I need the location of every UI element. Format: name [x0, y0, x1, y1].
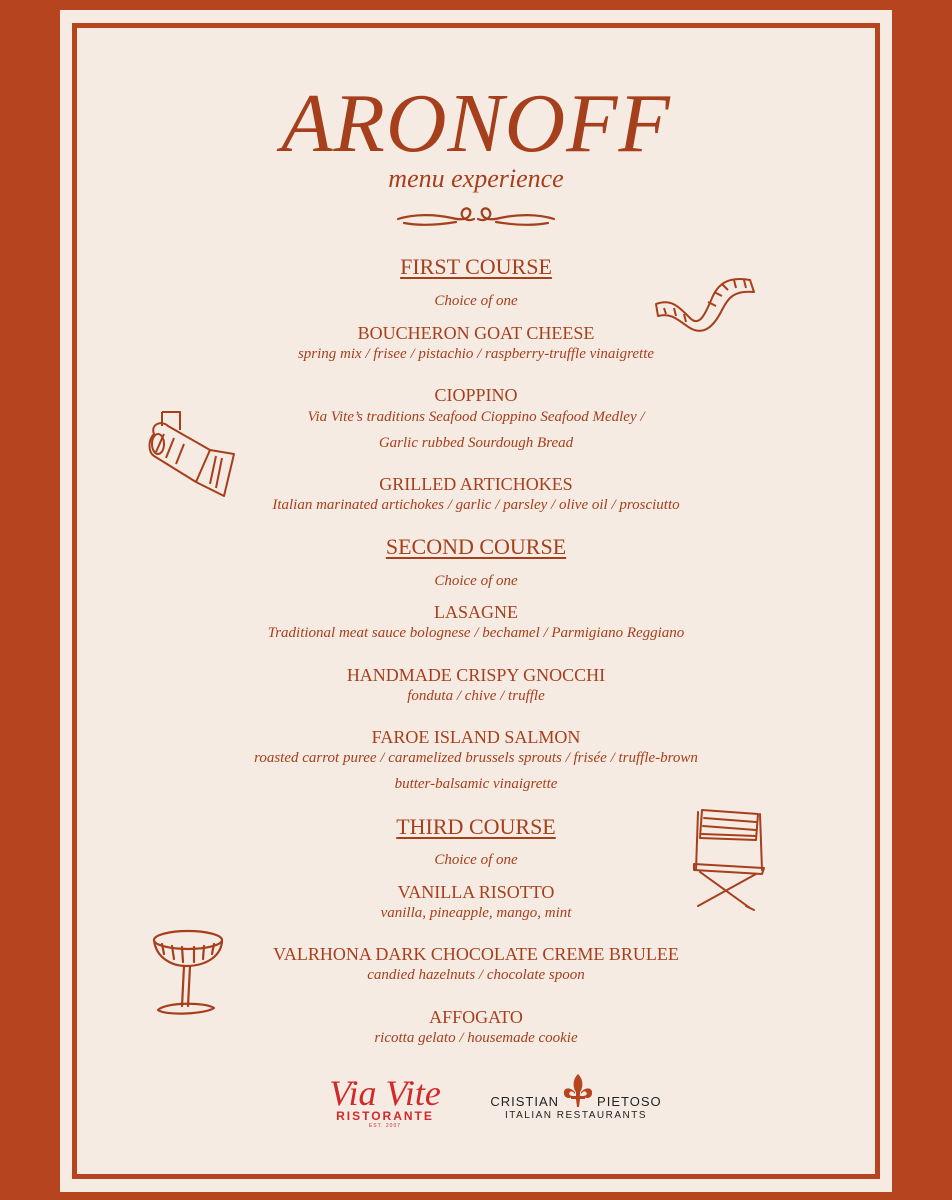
dish-name: LASAGNE: [434, 602, 518, 622]
choice-note: Choice of one: [434, 293, 518, 309]
dish-description: Via Vite’s traditions Seafood Cioppino Seafood Medley /: [307, 409, 645, 425]
italian-restaurants-label: ITALIAN RESTAURANTS: [504, 1110, 648, 1121]
dish-name: CIOPPINO: [434, 385, 518, 405]
dish-description: candied hazelnuts / chocolate spoon: [367, 967, 585, 983]
section-title-first-course: FIRST COURSE: [400, 254, 552, 279]
dish-description: fonduta / chive / truffle: [407, 688, 545, 704]
choice-note: Choice of one: [434, 573, 518, 589]
dish-description: spring mix / frisee / pistachio / raspberry-truffle vinaigrette: [297, 346, 655, 362]
dish-name: AFFOGATO: [429, 1007, 523, 1027]
dish-description: Traditional meat sauce bolognese / bechamel / Parmigiano Reggiano: [267, 625, 685, 641]
dish-name: VANILLA RISOTTO: [397, 882, 555, 902]
section-title-third-course: THIRD COURSE: [396, 814, 556, 839]
dish-name: BOUCHERON GOAT CHEESE: [357, 323, 595, 343]
fleur-de-lis-icon: [563, 1074, 593, 1108]
dish-name: HANDMADE CRISPY GNOCCHI: [346, 665, 606, 685]
via-vite-ristorante: RISTORANTE: [336, 1109, 434, 1123]
film-strip-icon: [650, 268, 760, 334]
dish-description: Italian marinated artichokes / garlic / parsley / olive oil / prosciutto: [272, 497, 680, 513]
via-vite-logo: [326, 1075, 444, 1129]
via-vite-est: EST. 2007: [368, 1123, 402, 1129]
page-title: ARONOFF: [281, 77, 671, 170]
dish-description: butter-balsamic vinaigrette: [394, 776, 558, 792]
dish-name: VALRHONA DARK CHOCOLATE CREME BRULEE: [273, 944, 679, 964]
cristian-name: CRISTIAN: [490, 1094, 560, 1109]
pietoso-name: PIETOSO: [597, 1094, 662, 1109]
via-vite-wordmark: Via Vite: [329, 1073, 441, 1113]
directors-chair-icon: [690, 806, 766, 912]
coupe-glass-icon: [150, 926, 228, 1018]
dish-name: FAROE ISLAND SALMON: [371, 727, 581, 747]
choice-note: Choice of one: [434, 852, 518, 868]
dish-description: Garlic rubbed Sourdough Bread: [378, 435, 574, 451]
dish-name: GRILLED ARTICHOKES: [379, 474, 573, 494]
spotlight-icon: [140, 404, 240, 504]
dish-description: vanilla, pineapple, mango, mint: [380, 905, 572, 921]
dish-description: roasted carrot puree / caramelized brussels sprouts / frisée / truffle-brown: [254, 750, 698, 766]
page-subtitle: menu experience: [388, 164, 564, 193]
flourish-ornament: [394, 204, 558, 234]
section-title-second-course: SECOND COURSE: [385, 534, 567, 559]
cristian-pietoso-logo: [490, 1074, 662, 1121]
dish-description: ricotta gelato / housemade cookie: [374, 1030, 578, 1046]
